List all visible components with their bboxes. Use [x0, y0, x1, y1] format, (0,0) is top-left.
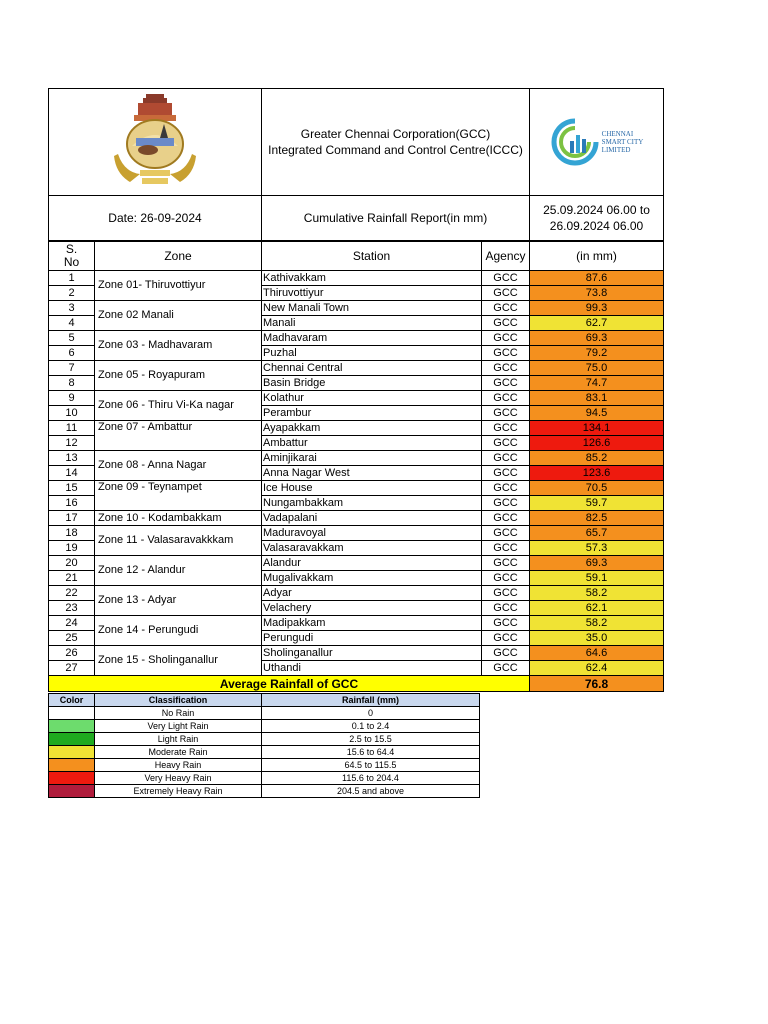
row-sno: 10: [49, 406, 95, 421]
average-label: Average Rainfall of GCC: [49, 676, 530, 692]
period-end: 26.09.2024 06.00: [549, 219, 644, 233]
station-name: Vadapalani: [262, 511, 482, 526]
station-name: Chennai Central: [262, 361, 482, 376]
agency-name: GCC: [482, 346, 530, 361]
legend-classification: Heavy Rain: [95, 759, 262, 772]
legend-rainfall-range: 204.5 and above: [262, 785, 480, 798]
rainfall-value: 73.8: [530, 286, 664, 301]
table-row: [49, 511, 664, 526]
legend-classification: Light Rain: [95, 733, 262, 746]
row-sno: 11: [49, 421, 95, 436]
zone-name: Zone 10 - Kodambakkam: [95, 511, 262, 526]
row-sno: 27: [49, 661, 95, 676]
period-start: 25.09.2024 06.00 to: [543, 203, 650, 217]
row-sno: 4: [49, 316, 95, 331]
agency-name: GCC: [482, 466, 530, 481]
row-sno: 2: [49, 286, 95, 301]
rainfall-value: 94.5: [530, 406, 664, 421]
row-sno: 21: [49, 571, 95, 586]
zone-name: Zone 03 - Madhavaram: [95, 331, 262, 361]
legend-classification: Moderate Rain: [95, 746, 262, 759]
station-name: Kathivakkam: [262, 271, 482, 286]
row-sno: 7: [49, 361, 95, 376]
row-sno: 6: [49, 346, 95, 361]
value-header: (in mm): [530, 242, 664, 271]
legend-classification: No Rain: [95, 707, 262, 720]
legend-rainfall-range: 64.5 to 115.5: [262, 759, 480, 772]
report-period: [530, 196, 664, 241]
agency-name: GCC: [482, 391, 530, 406]
agency-name: GCC: [482, 376, 530, 391]
agency-name: GCC: [482, 631, 530, 646]
station-name: Uthandi: [262, 661, 482, 676]
row-sno: 23: [49, 601, 95, 616]
rainfall-value: 126.6: [530, 436, 664, 451]
gcc-emblem-cell: [49, 89, 262, 196]
station-name: Adyar: [262, 586, 482, 601]
row-sno: 8: [49, 376, 95, 391]
rainfall-value: 82.5: [530, 511, 664, 526]
row-sno: 18: [49, 526, 95, 541]
row-sno: 20: [49, 556, 95, 571]
table-row: [49, 586, 664, 601]
zone-header: Zone: [95, 242, 262, 271]
zone-name: Zone 07 - Ambattur: [95, 421, 262, 451]
agency-name: GCC: [482, 481, 530, 496]
station-name: Velachery: [262, 601, 482, 616]
smart-city-logo-line2: SMART CITY: [601, 138, 644, 146]
legend-rainfall-range: 0.1 to 2.4: [262, 720, 480, 733]
rainfall-value: 58.2: [530, 586, 664, 601]
station-name: Ayapakkam: [262, 421, 482, 436]
row-sno: 12: [49, 436, 95, 451]
legend-row: [49, 733, 480, 746]
legend-classification: Very Light Rain: [95, 720, 262, 733]
legend-table: [48, 693, 480, 798]
row-sno: 19: [49, 541, 95, 556]
table-row: [49, 616, 664, 631]
row-sno: 17: [49, 511, 95, 526]
smart-city-logo-line3: LIMITED: [601, 146, 631, 154]
agency-name: GCC: [482, 361, 530, 376]
row-sno: 1: [49, 271, 95, 286]
row-sno: 13: [49, 451, 95, 466]
zone-name: Zone 12 - Alandur: [95, 556, 262, 586]
agency-name: GCC: [482, 301, 530, 316]
legend-color-swatch: [49, 746, 95, 759]
legend-classification: Very Heavy Rain: [95, 772, 262, 785]
zone-name: Zone 14 - Perungudi: [95, 616, 262, 646]
table-row: [49, 451, 664, 466]
rainfall-value: 57.3: [530, 541, 664, 556]
station-name: Sholinganallur: [262, 646, 482, 661]
legend-classification: Extremely Heavy Rain: [95, 785, 262, 798]
legend-color-swatch: [49, 759, 95, 772]
row-sno: 22: [49, 586, 95, 601]
station-name: Perungudi: [262, 631, 482, 646]
zone-name: Zone 05 - Royapuram: [95, 361, 262, 391]
rainfall-value: 62.4: [530, 661, 664, 676]
station-name: Manali: [262, 316, 482, 331]
zone-name: Zone 01- Thiruvottiyur: [95, 271, 262, 301]
report-title-cell: [262, 89, 530, 196]
agency-name: GCC: [482, 316, 530, 331]
station-name: Puzhal: [262, 346, 482, 361]
row-sno: 3: [49, 301, 95, 316]
average-value: 76.8: [530, 676, 664, 692]
report-type: Cumulative Rainfall Report(in mm): [262, 196, 530, 241]
legend-color-header: Color: [49, 694, 95, 707]
station-name: Ice House: [262, 481, 482, 496]
agency-name: GCC: [482, 406, 530, 421]
zone-name: Zone 11 - Valasaravakkkam: [95, 526, 262, 556]
rainfall-value: 59.7: [530, 496, 664, 511]
rainfall-value: 99.3: [530, 301, 664, 316]
row-sno: 16: [49, 496, 95, 511]
agency-name: GCC: [482, 286, 530, 301]
rainfall-value: 69.3: [530, 556, 664, 571]
station-name: Aminjikarai: [262, 451, 482, 466]
agency-name: GCC: [482, 616, 530, 631]
report-date: Date: 26-09-2024: [49, 196, 262, 241]
org-unit: Integrated Command and Control Centre(ICCC): [268, 143, 523, 157]
rainfall-value: 123.6: [530, 466, 664, 481]
table-row: [49, 271, 664, 286]
rainfall-value: 134.1: [530, 421, 664, 436]
table-row: [49, 481, 664, 496]
station-name: Anna Nagar West: [262, 466, 482, 481]
legend-row: [49, 759, 480, 772]
station-name: Madhavaram: [262, 331, 482, 346]
agency-name: GCC: [482, 436, 530, 451]
station-name: New Manali Town: [262, 301, 482, 316]
agency-name: GCC: [482, 661, 530, 676]
station-name: Mugalivakkam: [262, 571, 482, 586]
table-row: [49, 646, 664, 661]
agency-name: GCC: [482, 331, 530, 346]
row-sno: 9: [49, 391, 95, 406]
row-sno: 14: [49, 466, 95, 481]
row-sno: 26: [49, 646, 95, 661]
rainfall-value: 65.7: [530, 526, 664, 541]
rainfall-value: 75.0: [530, 361, 664, 376]
rainfall-value: 58.2: [530, 616, 664, 631]
agency-name: GCC: [482, 556, 530, 571]
agency-name: GCC: [482, 601, 530, 616]
rainfall-value: 79.2: [530, 346, 664, 361]
smart-city-logo-icon: [550, 117, 600, 167]
table-row: [49, 331, 664, 346]
report-header-table: [48, 88, 664, 241]
smart-city-logo-line1: CHENNAI: [601, 130, 634, 138]
rainfall-value: 59.1: [530, 571, 664, 586]
zone-name: Zone 13 - Adyar: [95, 586, 262, 616]
rainfall-table: [48, 241, 664, 692]
agency-header: Agency: [482, 242, 530, 271]
legend-color-swatch: [49, 720, 95, 733]
legend-rainfall-range: 115.6 to 204.4: [262, 772, 480, 785]
agency-name: GCC: [482, 646, 530, 661]
agency-name: GCC: [482, 496, 530, 511]
gcc-emblem-icon: [110, 94, 200, 186]
zone-name: Zone 02 Manali: [95, 301, 262, 331]
row-sno: 24: [49, 616, 95, 631]
agency-name: GCC: [482, 541, 530, 556]
table-header-row: [49, 242, 664, 271]
station-name: Thiruvottiyur: [262, 286, 482, 301]
rainfall-report-sheet: [48, 88, 664, 692]
agency-name: GCC: [482, 271, 530, 286]
agency-name: GCC: [482, 571, 530, 586]
station-name: Madipakkam: [262, 616, 482, 631]
legend-rainfall-range: 15.6 to 64.4: [262, 746, 480, 759]
zone-name: Zone 06 - Thiru Vi-Ka nagar: [95, 391, 262, 421]
station-header: Station: [262, 242, 482, 271]
legend-row: [49, 785, 480, 798]
rainfall-value: 35.0: [530, 631, 664, 646]
agency-name: GCC: [482, 451, 530, 466]
legend-row: [49, 720, 480, 733]
rainfall-value: 85.2: [530, 451, 664, 466]
legend-rainfall-range: 2.5 to 15.5: [262, 733, 480, 746]
station-name: Nungambakkam: [262, 496, 482, 511]
legend-row: [49, 772, 480, 785]
rainfall-value: 69.3: [530, 331, 664, 346]
table-row: [49, 391, 664, 406]
rainfall-value: 87.6: [530, 271, 664, 286]
average-row: [49, 676, 664, 692]
sno-header: S. No: [49, 242, 95, 271]
table-row: [49, 526, 664, 541]
rainfall-value: 83.1: [530, 391, 664, 406]
rainfall-value: 62.1: [530, 601, 664, 616]
table-row: [49, 361, 664, 376]
legend-row: [49, 707, 480, 720]
legend-color-swatch: [49, 785, 95, 798]
agency-name: GCC: [482, 421, 530, 436]
agency-name: GCC: [482, 526, 530, 541]
rainfall-value: 70.5: [530, 481, 664, 496]
station-name: Basin Bridge: [262, 376, 482, 391]
station-name: Valasaravakkam: [262, 541, 482, 556]
legend-classification-header: Classification: [95, 694, 262, 707]
zone-name: Zone 08 - Anna Nagar: [95, 451, 262, 481]
org-name: Greater Chennai Corporation(GCC): [300, 127, 491, 141]
row-sno: 25: [49, 631, 95, 646]
rainfall-value: 62.7: [530, 316, 664, 331]
rainfall-value: 64.6: [530, 646, 664, 661]
legend-rainfall-header: Rainfall (mm): [262, 694, 480, 707]
legend-rainfall-range: 0: [262, 707, 480, 720]
row-sno: 15: [49, 481, 95, 496]
legend-color-swatch: [49, 707, 95, 720]
rainfall-value: 74.7: [530, 376, 664, 391]
station-name: Kolathur: [262, 391, 482, 406]
table-row: [49, 421, 664, 436]
zone-name: Zone 09 - Teynampet: [95, 481, 262, 511]
table-row: [49, 556, 664, 571]
legend-color-swatch: [49, 772, 95, 785]
legend-row: [49, 746, 480, 759]
agency-name: GCC: [482, 511, 530, 526]
station-name: Maduravoyal: [262, 526, 482, 541]
table-row: [49, 301, 664, 316]
station-name: Perambur: [262, 406, 482, 421]
legend-color-swatch: [49, 733, 95, 746]
station-name: Alandur: [262, 556, 482, 571]
legend-header-row: [49, 694, 480, 707]
station-name: Ambattur: [262, 436, 482, 451]
smart-city-logo-cell: [530, 89, 664, 196]
zone-name: Zone 15 - Sholinganallur: [95, 646, 262, 676]
agency-name: GCC: [482, 586, 530, 601]
row-sno: 5: [49, 331, 95, 346]
